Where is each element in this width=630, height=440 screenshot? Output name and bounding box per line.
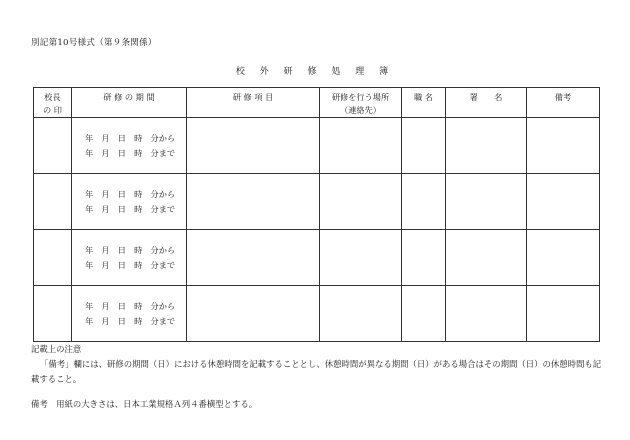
job-title-cell[interactable] — [402, 118, 446, 174]
period-from: 年 月 日 時 分から — [85, 133, 176, 143]
seal-cell[interactable] — [34, 286, 72, 342]
col-principal-seal — [34, 88, 72, 118]
remarks-cell[interactable] — [527, 230, 600, 286]
period-from: 年 月 日 時 分から — [85, 301, 176, 311]
col-job-title-label: 職 名 — [414, 92, 433, 102]
remarks-cell[interactable] — [527, 174, 600, 230]
col-training-place — [320, 88, 402, 118]
col-training-place-line1: 研修を行う場所 — [331, 92, 390, 102]
item-cell[interactable] — [187, 174, 320, 230]
item-cell[interactable] — [187, 118, 320, 174]
notes-section — [31, 342, 606, 412]
signature-cell[interactable] — [446, 286, 527, 342]
period-to: 年 月 日 時 分まで — [85, 203, 176, 214]
col-remarks — [527, 88, 600, 118]
place-cell[interactable] — [320, 230, 402, 286]
job-title-cell[interactable] — [402, 286, 446, 342]
period-cell[interactable] — [72, 118, 187, 174]
item-cell[interactable] — [187, 230, 320, 286]
period-cell[interactable] — [72, 230, 187, 286]
col-training-item — [187, 88, 320, 118]
training-register-table — [33, 87, 600, 342]
place-cell[interactable] — [320, 286, 402, 342]
job-title-cell[interactable] — [402, 174, 446, 230]
col-training-period-label: 研 修 の 期 間 — [103, 92, 155, 102]
period-to: 年 月 日 時 分まで — [85, 315, 176, 326]
col-principal-seal-line1: 校長 — [44, 92, 61, 102]
col-training-item-label: 研 修 項 目 — [232, 92, 274, 102]
remarks-cell[interactable] — [527, 118, 600, 174]
seal-cell[interactable] — [34, 174, 72, 230]
place-cell[interactable] — [320, 174, 402, 230]
signature-cell[interactable] — [446, 174, 527, 230]
period-to: 年 月 日 時 分まで — [85, 147, 176, 158]
table-row — [34, 174, 600, 230]
period-from: 年 月 日 時 分から — [85, 245, 176, 255]
notes-body: 「備考」欄には、研修の期間（日）における休憩時間を記載することとし、休憩時間が異なる期間（日）がある場合はその期間（日）の休憩時間も記載すること。 — [31, 359, 602, 384]
remarks-cell[interactable] — [527, 286, 600, 342]
col-principal-seal-line2: の 印 — [43, 105, 62, 115]
form-number: 別記第10号様式（第９条関係） — [31, 38, 157, 48]
seal-cell[interactable] — [34, 118, 72, 174]
table-row — [34, 286, 600, 342]
seal-cell[interactable] — [34, 230, 72, 286]
job-title-cell[interactable] — [402, 230, 446, 286]
col-remarks-label: 備考 — [554, 92, 572, 102]
notes-heading: 記載上の注意 — [31, 344, 82, 354]
col-signature-label: 署 名 — [469, 92, 503, 102]
period-cell[interactable] — [72, 174, 187, 230]
signature-cell[interactable] — [446, 118, 527, 174]
period-to: 年 月 日 時 分まで — [85, 259, 176, 270]
col-training-place-line2: （連絡先） — [340, 105, 381, 115]
document-title: 校 外 研 修 処 理 簿 — [235, 67, 395, 77]
signature-cell[interactable] — [446, 230, 527, 286]
header-row — [34, 88, 600, 118]
col-signature — [446, 88, 527, 118]
col-training-period — [72, 88, 187, 118]
table-row — [34, 118, 600, 174]
period-cell[interactable] — [72, 286, 187, 342]
period-from: 年 月 日 時 分から — [85, 189, 176, 199]
place-cell[interactable] — [320, 118, 402, 174]
item-cell[interactable] — [187, 286, 320, 342]
col-job-title — [402, 88, 446, 118]
paper-size-remark: 備考 用紙の大きさは、日本工業規格Ａ列４番横型とする。 — [31, 399, 258, 409]
table-row — [34, 230, 600, 286]
